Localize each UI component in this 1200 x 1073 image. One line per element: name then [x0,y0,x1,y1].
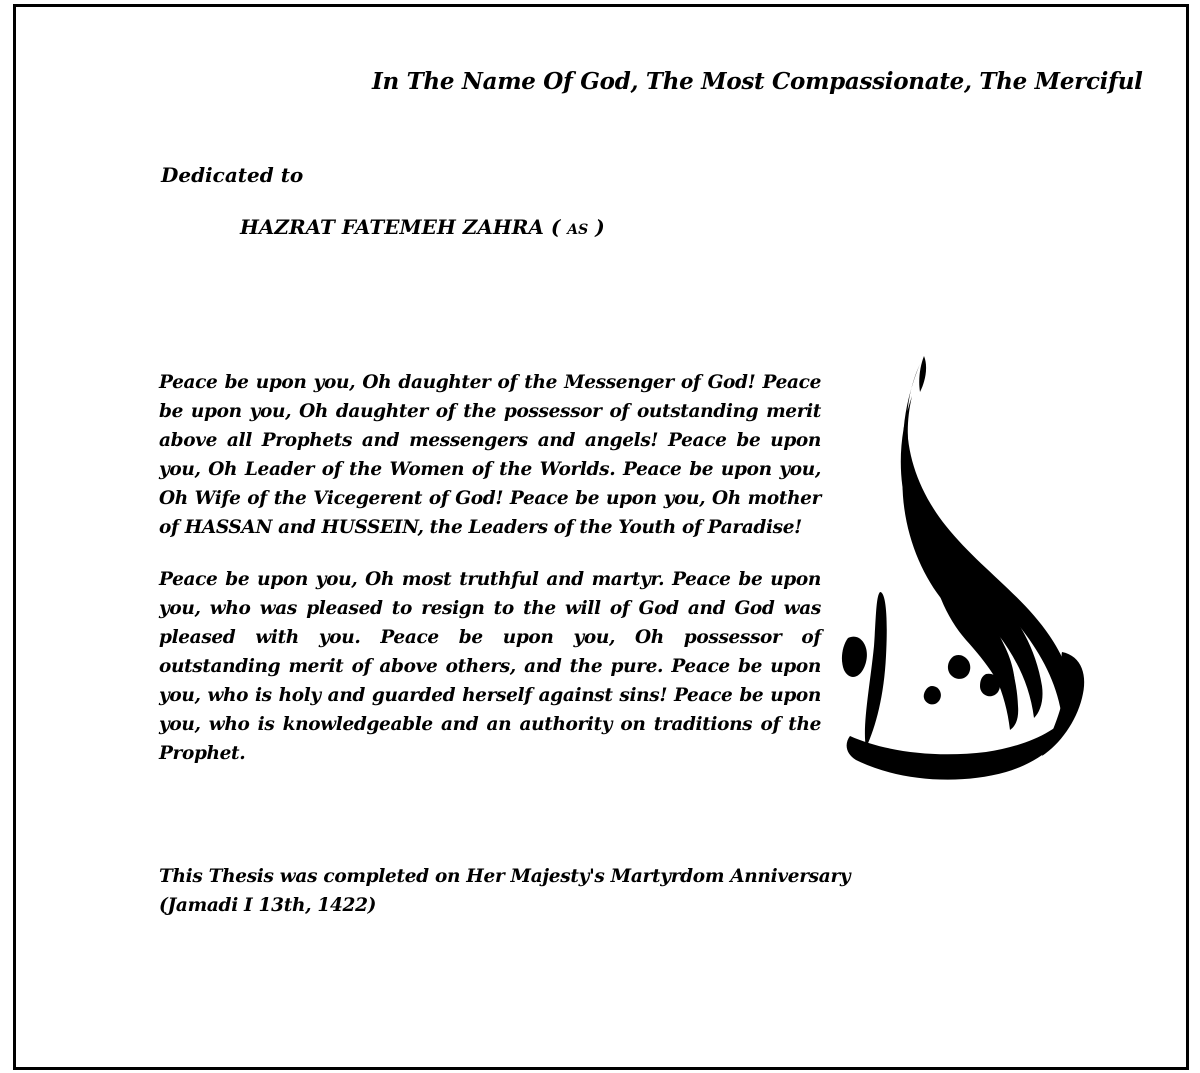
salutation-paragraph-1: Peace be upon you, Oh daughter of the Messenger of God! Peace be upon you, Oh daughter of the possessor of outstanding merit above all Prophets and messengers and angels! Peace be upon you, Oh Leader of the Women of the Worlds. Peace be upon you, Oh Wife of the Vicegerent of God! Peace be upon you, Oh mother of HASSAN and HUSSEIN, the Leaders of the Youth of Paradise! [159,372,821,538]
completion-note [159,862,859,920]
invocation-heading: In The Name Of God, The Most Compassionate, The Merciful [372,68,1143,95]
completion-note-line-1: This Thesis was completed on Her Majesty's Martyrdom Anniversary [159,866,851,887]
dedication-heading: Dedicated to [161,163,304,187]
completion-note-line-2: (Jamadi I 13th, 1422) [159,895,377,916]
calligraphy-emblem-icon [836,356,1092,798]
salutation-paragraph-2: Peace be upon you, Oh most truthful and martyr. Peace be upon you, who was pleased to resign to the will of God and God was pleased with you. Peace be upon you, Oh possessor of outstanding merit of above others, and the pure. Peace be upon you, who is holy and guarded herself against sins! Peace be upon you, who is knowledgeable and an authority on traditions of the Prophet. [159,569,821,764]
dedicatee-name: HAZRAT FATEMEH ZAHRA ( as ) [240,215,605,239]
